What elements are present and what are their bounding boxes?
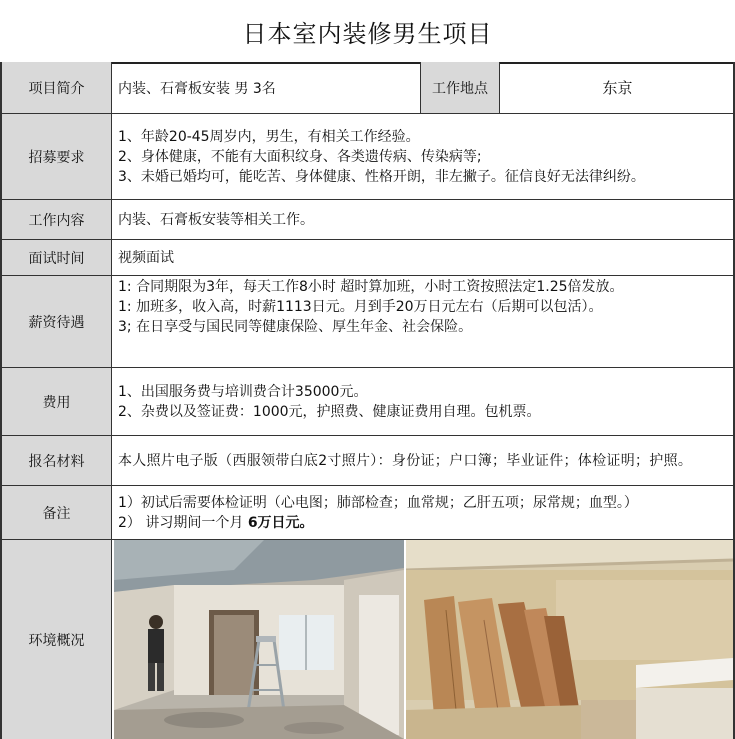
requirement-line: 2、身体健康，不能有大面积纹身、各类遗传病、传染病等; — [118, 148, 482, 165]
note-text: 2） 讲习期间一个月 — [118, 514, 248, 531]
renovation-room-photo — [114, 540, 404, 739]
value-interview: 视频面试 — [118, 249, 174, 266]
label-requirements: 招募要求 — [0, 114, 112, 199]
row-fees — [0, 368, 735, 436]
value-salary — [114, 276, 733, 367]
salary-line: 1: 加班多，收入高，时薪1113日元。月到手20万日元左右（后期可以包活）。 — [118, 299, 603, 315]
value-notes — [114, 486, 733, 539]
label-location: 工作地点 — [420, 62, 500, 113]
row-requirements — [0, 114, 735, 200]
label-salary: 薪资待遇 — [0, 276, 112, 367]
note-line: 1）初试后需要体检证明（心电图；肺部检查；血常规；乙肝五项；尿常规；血型。） — [118, 494, 638, 511]
label-environment: 环境概况 — [0, 540, 112, 739]
value-materials — [114, 436, 733, 485]
wood-panels-photo — [406, 540, 733, 739]
requirement-line: 1、年龄20-45周岁内，男生，有相关工作经验。 — [118, 128, 420, 145]
value-requirements — [114, 114, 733, 199]
fee-line: 2、杂费以及签证费：1000元，护照费、健康证费用自理。包机票。 — [118, 403, 541, 420]
value-content: 内装、石膏板安装等相关工作。 — [118, 211, 314, 228]
label-materials: 报名材料 — [0, 436, 112, 485]
label-content: 工作内容 — [0, 200, 112, 239]
fee-line: 1、出国服务费与培训费合计35000元。 — [118, 383, 368, 400]
renovation-room-image — [114, 540, 404, 739]
label-intro: 项目简介 — [0, 62, 112, 113]
row-salary — [0, 276, 735, 368]
requirement-line: 3、未婚已婚均可，能吃苦、身体健康、性格开朗，非左撇子。征信良好无法律纠纷。 — [118, 168, 645, 185]
row-interview — [0, 240, 735, 276]
row-content — [0, 200, 735, 240]
wood-panels-image — [406, 540, 733, 739]
page-title: 日本室内装修男生项目 — [0, 0, 735, 64]
note-highlight: 6万日元。 — [247, 514, 314, 531]
row-intro — [0, 62, 735, 114]
value-intro: 内装、石膏板安装 男 3名 — [118, 80, 276, 97]
label-notes: 备注 — [0, 486, 112, 539]
row-materials — [0, 436, 735, 486]
value-fees — [114, 368, 733, 435]
materials-text: 本人照片电子版（西服领带白底2寸照片）：身份证；户口簿；毕业证件；体检证明；护照。 — [118, 452, 693, 469]
row-environment — [0, 540, 735, 739]
label-interview: 面试时间 — [0, 240, 112, 275]
value-location: 东京 — [602, 79, 633, 97]
note-line — [118, 513, 729, 533]
label-fees: 费用 — [0, 368, 112, 435]
salary-line: 1: 合同期限为3年，每天工作8小时 超时算加班，小时工资按照法定1.25倍发放。 — [118, 279, 624, 295]
row-notes — [0, 486, 735, 540]
salary-line: 3; 在日享受与国民同等健康保险、厚生年金、社会保险。 — [118, 319, 473, 335]
